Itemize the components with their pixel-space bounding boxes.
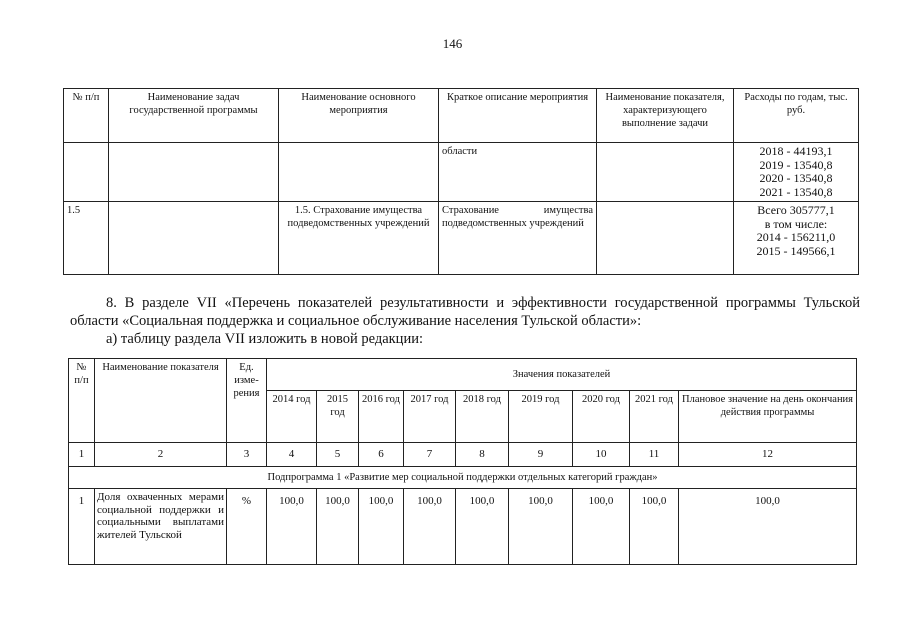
header-num: № п/п [69, 359, 95, 443]
expense-line: Всего 305777,1 [757, 203, 835, 217]
value-cell: 100,0 [509, 489, 573, 565]
column-number: 5 [317, 443, 359, 467]
column-number: 6 [359, 443, 404, 467]
column-number: 9 [509, 443, 573, 467]
table-row [64, 202, 859, 275]
header-year: 2016 год [359, 391, 404, 443]
expense-line: 2015 - 149566,1 [756, 243, 836, 258]
column-number: 12 [679, 443, 857, 467]
header-planned: Плановое значение на день окончания действия программы [679, 391, 857, 443]
column-number: 1 [69, 443, 95, 467]
subsection-paragraph: а) таблицу раздела VII изложить в новой редакции: [106, 331, 423, 347]
column-number: 3 [227, 443, 267, 467]
value-cell: 100,0 [404, 489, 456, 565]
expenses-cell [734, 143, 859, 202]
header-unit: Ед. изме-рения [227, 359, 267, 443]
page-number: 146 [442, 36, 463, 51]
column-number: 8 [456, 443, 509, 467]
description-line: Страхование имущества [442, 205, 593, 216]
unit-cell: % [227, 489, 267, 565]
expenses-cell [734, 202, 859, 275]
value-cell: 100,0 [456, 489, 509, 565]
value-cell: 100,0 [630, 489, 679, 565]
header-year: 2019 год [509, 391, 573, 443]
value-cell: 100,0 [317, 489, 359, 565]
indicator-name: Доля охваченных мерами социальной поддержки и социальными выплатами жителей Тульской [95, 489, 227, 565]
expense-line: в том числе: [764, 216, 828, 231]
header-event-name: Наименование основного мероприятия [279, 89, 439, 143]
header-year: 2018 год [456, 391, 509, 443]
section-paragraph: 8. В разделе VII «Перечень показателей результативности и эффективности государственной программы Тульской области «Социальная поддержка и социальное обслуживание населения Тульской области»: [70, 295, 860, 329]
row-num: 1.5 [64, 202, 109, 275]
header-year: 2015 год [317, 391, 359, 443]
column-number: 7 [404, 443, 456, 467]
header-year: 2014 год [267, 391, 317, 443]
header-num: № п/п [64, 89, 109, 143]
subprogram-row [69, 467, 857, 489]
expense-line: 2014 - 156211,0 [756, 230, 836, 244]
expense-line: 2018 - 44193,1 [759, 144, 833, 158]
header-expenses: Расходы по годам, тыс. руб. [734, 89, 859, 143]
header-indicator-name: Наименование показателя [95, 359, 227, 443]
header-description: Краткое описание мероприятия [439, 89, 597, 143]
expense-line: 2021 - 13540,8 [759, 184, 833, 199]
table-row [69, 489, 857, 565]
header-values: Значения показателей [267, 359, 857, 391]
column-number: 10 [573, 443, 630, 467]
description-cell [439, 202, 597, 275]
header-year: 2021 год [630, 391, 679, 443]
program-events-table [63, 88, 859, 275]
table-row [64, 143, 859, 202]
row-num: 1 [69, 489, 95, 565]
column-number: 2 [95, 443, 227, 467]
expense-line: 2019 - 13540,8 [759, 157, 833, 172]
event-cell: 1.5. Страхование имущества подведомственных учреждений [279, 202, 439, 275]
value-cell: 100,0 [267, 489, 317, 565]
header-year: 2017 год [404, 391, 456, 443]
planned-value-cell: 100,0 [679, 489, 857, 565]
header-indicator: Наименование показателя, характеризующего выполнение задачи [597, 89, 734, 143]
column-number: 4 [267, 443, 317, 467]
expense-line: 2020 - 13540,8 [759, 171, 833, 185]
description-cell: области [439, 143, 597, 202]
header-year: 2020 год [573, 391, 630, 443]
column-number: 11 [630, 443, 679, 467]
value-cell: 100,0 [359, 489, 404, 565]
indicators-table [68, 358, 857, 565]
header-task-name: Наименование задач государственной программы [109, 89, 279, 143]
subprogram-title: Подпрограмма 1 «Развитие мер социальной поддержки отдельных категорий граждан» [69, 467, 857, 489]
column-numbers-row [69, 443, 857, 467]
description-line: подведомственных учреждений [442, 218, 584, 229]
value-cell: 100,0 [573, 489, 630, 565]
